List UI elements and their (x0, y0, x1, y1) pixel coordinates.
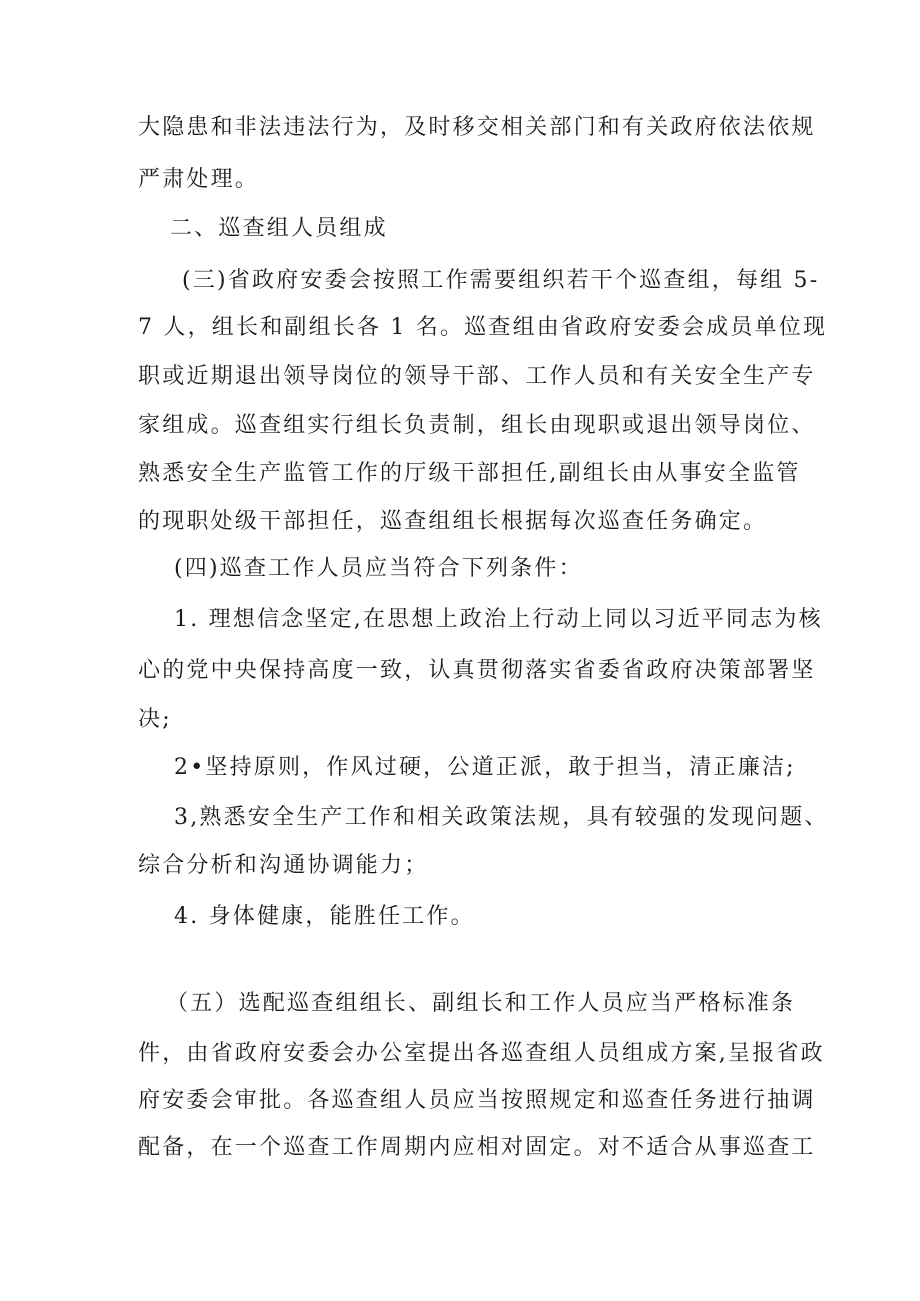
paragraph-line: 的现职处级干部担任，巡查组组长根据每次巡查任务确定。 (138, 509, 768, 534)
paragraph-line: (三)省政府安委会按照工作需要组织若干个巡查组，每组 5- (182, 268, 820, 293)
paragraph-line: 决; (138, 707, 172, 732)
paragraph-line: 7 人，组长和副组长各 1 名。巡查组由省政府安委会成员单位现 (138, 315, 828, 340)
paragraph-line: 件，由省政府安委会办公室提出各巡查组人员组成方案,呈报省政 (138, 1041, 825, 1066)
list-item: 4. 身体健康，能胜任工作。 (174, 904, 475, 929)
section-heading: 二、巡查组人员组成 (170, 216, 388, 241)
paragraph-line: 综合分析和沟通协调能力； (138, 853, 429, 878)
paragraph-line: 心的党中央保持高度一致，认真贯彻落实省委省政府决策部署坚 (138, 658, 816, 683)
paragraph-line: 熟悉安全生产监管工作的厅级干部担任,副组长由从事安全监管 (138, 461, 801, 486)
paragraph-line: 严肃处理。 (138, 167, 260, 192)
list-item: 1. 理想信念坚定,在思想上政治上行动上同以习近平同志为核 (174, 607, 823, 632)
paragraph-line: 职或近期退出领导岗位的领导干部、工作人员和有关安全生产专 (138, 364, 816, 389)
paragraph-line: 府安委会审批。各巡查组人员应当按照规定和巡查任务进行抽调 (138, 1088, 816, 1113)
paragraph-line: (四)巡查工作人员应当符合下列条件： (174, 556, 583, 581)
paragraph-line: 大隐患和非法违法行为，及时移交相关部门和有关政府依法依规 (138, 115, 816, 140)
list-item: 2•坚持原则，作风过硬，公道正派，敢于担当，清正廉洁; (174, 755, 796, 780)
paragraph-line: （五）选配巡查组组长、副组长和工作人员应当严格标准条 (166, 991, 796, 1016)
list-item: 3,熟悉安全生产工作和相关政策法规，具有较强的发现问题、 (174, 805, 829, 830)
paragraph-line: 配备，在一个巡查工作周期内应相对固定。对不适合从事巡查工 (138, 1135, 816, 1160)
paragraph-line: 家组成。巡查组实行组长负责制，组长由现职或退出领导岗位、 (138, 413, 816, 438)
